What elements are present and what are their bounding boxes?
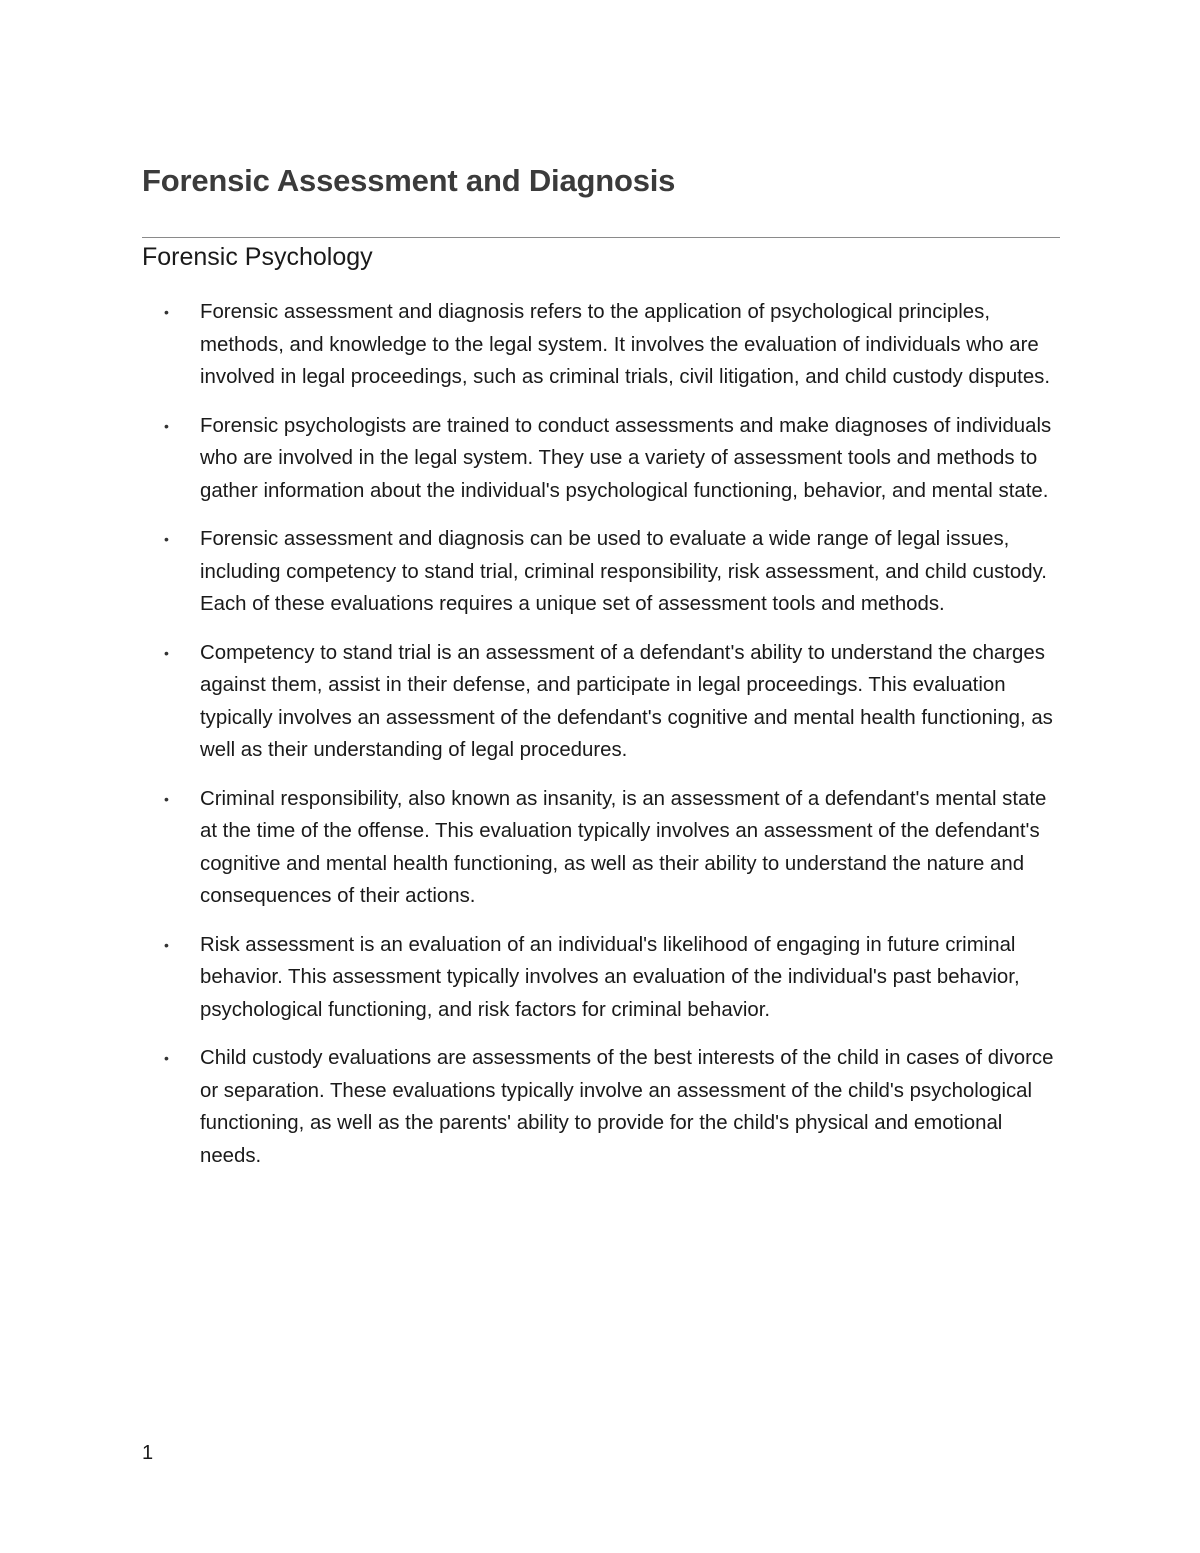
bullet-list	[160, 296, 1065, 1188]
bullet-icon: •	[164, 304, 169, 320]
list-item	[160, 1042, 1065, 1172]
list-item-text: Forensic assessment and diagnosis refers to the application of psychological principles, methods, and knowledge to the legal system. It involves the evaluation of individuals who are involved in legal proceedings, such as criminal trials, civil litigation, and child custody disputes.	[200, 301, 1051, 388]
bullet-icon: •	[164, 417, 169, 434]
list-item	[160, 929, 1065, 1027]
document-title: Forensic Assessment and Diagnosis	[142, 163, 676, 198]
list-item	[160, 296, 1065, 394]
bullet-icon: •	[164, 936, 169, 953]
bullet-icon: •	[164, 531, 169, 547]
bullet-icon: •	[164, 644, 169, 661]
list-item-text: Child custody evaluations are assessments of the best interests of the child in cases of divorce or separation. These evaluations typically involve an assessment of the child's psychological functioning, as well as the parents' ability to provide for the child's physical and emotional needs.	[200, 1047, 1054, 1167]
title-divider	[142, 237, 1060, 238]
list-item	[160, 637, 1065, 767]
list-item	[160, 523, 1065, 621]
list-item	[160, 783, 1065, 913]
list-item-text: Competency to stand trial is an assessment of a defendant's ability to understand the charges against them, assist in their defense, and participate in legal proceedings. This evaluation typically involves an assessment of the defendant's cognitive and mental health functioning, as well as their understanding of legal procedures.	[200, 641, 1053, 761]
page-number: 1	[142, 1442, 154, 1464]
list-item-text: Criminal responsibility, also known as insanity, is an assessment of a defendant's mental state at the time of the offense. This evaluation typically involves an assessment of the defendant's cognitive and mental health functioning, as well as their ability to understand the nature and consequences of their actions.	[200, 787, 1047, 907]
list-item-text: Forensic psychologists are trained to conduct assessments and make diagnoses of individuals who are involved in the legal system. They use a variety of assessment tools and methods to gather information about the individual's psychological functioning, behavior, and mental state.	[200, 414, 1052, 502]
list-item-text: Risk assessment is an evaluation of an individual's likelihood of engaging in future criminal behavior. This assessment typically involves an evaluation of the individual's past behavior, psychological functioning, and risk factors for criminal behavior.	[200, 933, 1020, 1021]
list-item-text: Forensic assessment and diagnosis can be used to evaluate a wide range of legal issues, including competency to stand trial, criminal responsibility, risk assessment, and child custody. Each of these evaluations requires a unique set of assessment tools and methods.	[200, 528, 1047, 615]
bullet-icon: •	[164, 1050, 169, 1066]
section-heading: Forensic Psychology	[142, 243, 373, 271]
list-item	[160, 410, 1065, 508]
bullet-icon: •	[164, 790, 169, 807]
